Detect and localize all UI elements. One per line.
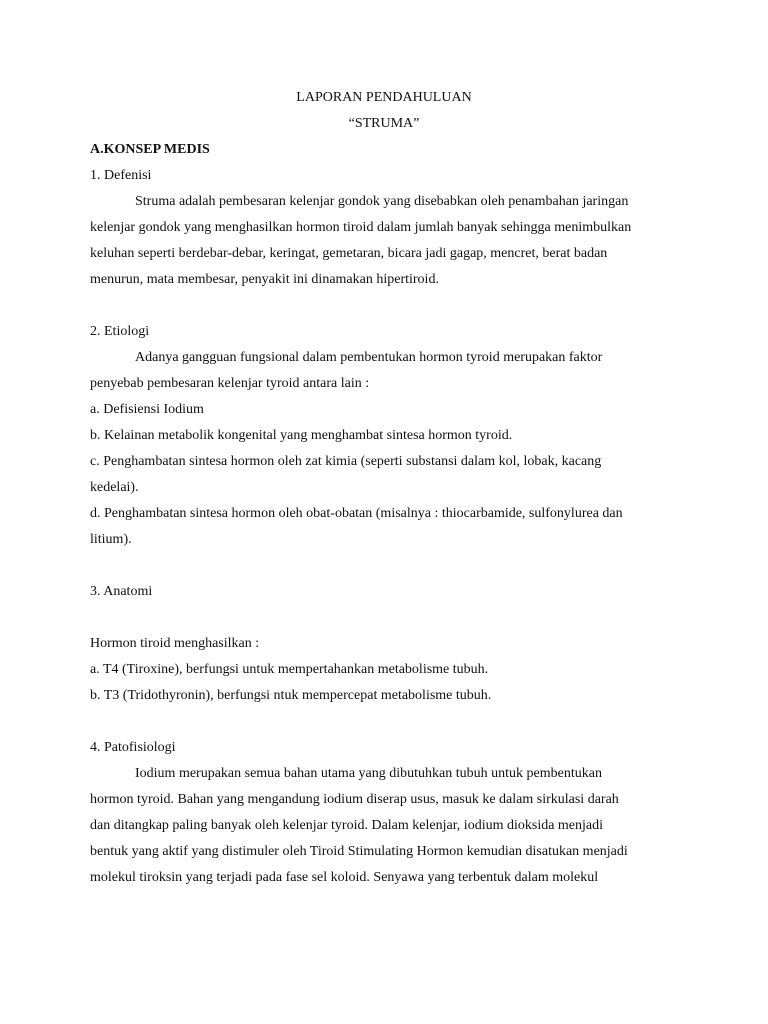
document-title: LAPORAN PENDAHULUAN [296, 90, 472, 105]
paragraph-line: Iodium merupakan semua bahan utama yang dibutuhkan tubuh untuk pembentukan [135, 766, 602, 781]
list-item: d. Penghambatan sintesa hormon oleh obat-obatan (misalnya : thiocarbamide, sulfonylurea dan [90, 506, 623, 521]
list-item: c. Penghambatan sintesa hormon oleh zat kimia (seperti substansi dalam kol, lobak, kacang [90, 454, 602, 469]
list-item: b. Kelainan metabolik kongenital yang menghambat sintesa hormon tyroid. [90, 428, 513, 443]
section-4-heading: 4. Patofisiologi [90, 740, 176, 755]
document-subtitle: “STRUMA” [348, 116, 420, 131]
section-1-heading: 1. Defenisi [90, 168, 152, 183]
list-item: a. T4 (Tiroxine), berfungsi untuk mempertahankan metabolisme tubuh. [90, 662, 489, 677]
paragraph-line: molekul tiroksin yang terjadi pada fase sel koloid. Senyawa yang terbentuk dalam molekul [90, 870, 599, 885]
paragraph-line: penyebab pembesaran kelenjar tyroid antara lain : [90, 376, 370, 391]
paragraph-line: Hormon tiroid menghasilkan : [90, 636, 260, 651]
list-item-continuation: litium). [90, 532, 132, 547]
section-2-heading: 2. Etiologi [90, 324, 150, 339]
paragraph-line: Struma adalah pembesaran kelenjar gondok yang disebabkan oleh penambahan jaringan [135, 194, 629, 209]
paragraph-line: hormon tyroid. Bahan yang mengandung iodium diserap usus, masuk ke dalam sirkulasi darah [90, 792, 619, 807]
paragraph-line: keluhan seperti berdebar-debar, keringat, gemetaran, bicara jadi gagap, mencret, berat badan [90, 246, 608, 261]
paragraph-line: menurun, mata membesar, penyakit ini dinamakan hipertiroid. [90, 272, 439, 287]
paragraph-line: dan ditangkap paling banyak oleh kelenjar tyroid. Dalam kelenjar, iodium dioksida menjadi [90, 818, 604, 833]
paragraph-line: kelenjar gondok yang menghasilkan hormon tiroid dalam jumlah banyak sehingga menimbulkan [90, 220, 632, 235]
section-3-heading: 3. Anatomi [90, 584, 153, 599]
paragraph-line: bentuk yang aktif yang distimuler oleh Tiroid Stimulating Hormon kemudian disatukan menjadi [90, 844, 628, 859]
list-item: a. Defisiensi Iodium [90, 402, 204, 417]
section-a-heading: A.KONSEP MEDIS [90, 142, 210, 157]
list-item: b. T3 (Tridothyronin), berfungsi ntuk mempercepat metabolisme tubuh. [90, 688, 492, 703]
paragraph-line: Adanya gangguan fungsional dalam pembentukan hormon tyroid merupakan faktor [135, 350, 603, 365]
list-item-continuation: kedelai). [90, 480, 139, 495]
